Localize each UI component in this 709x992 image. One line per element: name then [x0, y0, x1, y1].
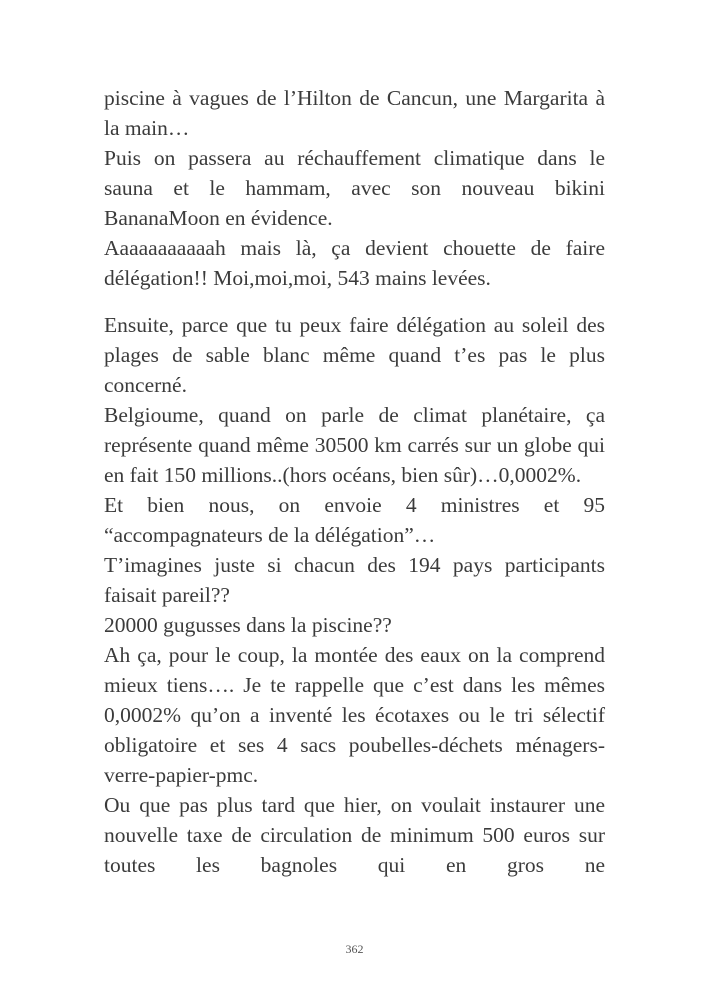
page-number: 362	[345, 942, 364, 956]
paragraph-belgioume: Belgioume, quand on parle de climat planétaire, ça représente quand même 30500 km carrés sur un globe qui en fait 150 millions..(hors océans, bien sûr)…0,0002%.	[104, 403, 605, 487]
paragraph-194-pays: T’imagines juste si chacun des 194 pays participants faisait pareil??	[104, 553, 605, 607]
paragraph-gugusses: 20000 gugusses dans la piscine??	[104, 613, 392, 637]
paragraph-taxe-circulation: Ou que pas plus tard que hier, on voulait instaurer une nouvelle taxe de circulation de minimum 500 euros sur toutes les bagnoles qui en gros ne	[104, 793, 605, 877]
paragraph-hilton-pool: piscine à vagues de l’Hilton de Cancun, une Margarita à la main…	[104, 86, 605, 140]
text-block-main	[104, 310, 605, 880]
paragraph-delegation-hands: Aaaaaaaaaaah mais là, ça devient chouette de faire délégation!! Moi,moi,moi, 543 mains levées.	[104, 236, 605, 290]
paragraph-montee-des-eaux: Ah ça, pour le coup, la montée des eaux on la comprend mieux tiens…. Je te rappelle que c’est dans les mêmes 0,0002% qu’on a inventé les écotaxes ou le tri sélectif obligatoire et ses 4 sacs poubelles-déchets ménagers-verre-papier-pmc.	[104, 643, 605, 787]
text-block-top	[104, 83, 605, 293]
paragraph-sauna-hammam: Puis on passera au réchauffement climatique dans le sauna et le hammam, avec son nouveau bikini BananaMoon en évidence.	[104, 146, 605, 230]
paragraph-ministres: Et bien nous, on envoie 4 ministres et 95 “accompagnateurs de la délégation”…	[104, 493, 605, 547]
paragraph-ensuite: Ensuite, parce que tu peux faire délégation au soleil des plages de sable blanc même quand t’es pas le plus concerné.	[104, 313, 605, 397]
